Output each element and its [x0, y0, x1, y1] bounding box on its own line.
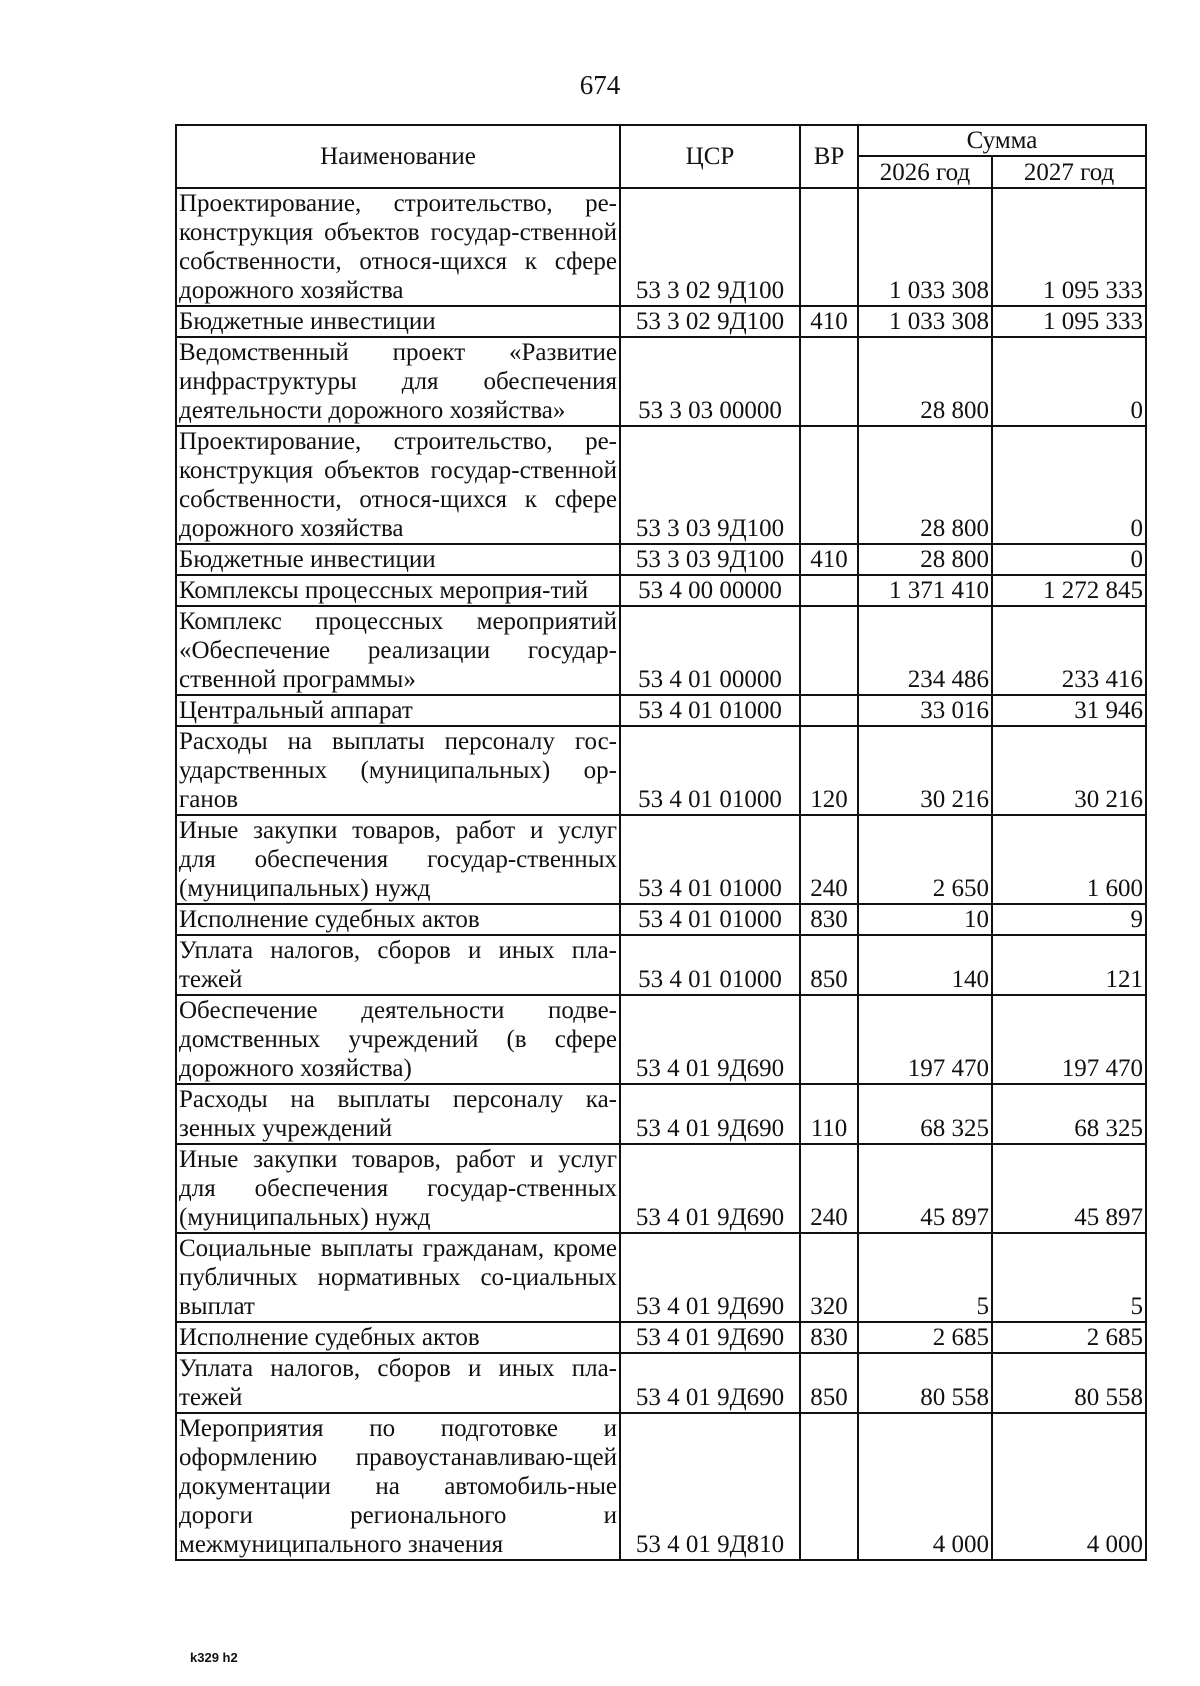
row-vr-cell: 110: [800, 1084, 858, 1144]
row-name-cell: Иные закупки товаров, работ и услуг для обеспечения государ-ственных (муниципальных) нужд: [176, 815, 620, 904]
row-2026-cell: 197 470: [858, 995, 992, 1084]
row-csr-cell: 53 4 01 9Д690: [620, 995, 800, 1084]
table-row: [176, 575, 1146, 606]
row-csr-cell: 53 4 01 9Д690: [620, 1233, 800, 1322]
header-sum: Сумма: [858, 125, 1146, 156]
row-csr-cell: 53 4 01 00000: [620, 606, 800, 695]
row-vr-cell: 850: [800, 1353, 858, 1413]
row-vr-cell: 240: [800, 1144, 858, 1233]
row-2027-cell: 68 325: [992, 1084, 1146, 1144]
row-name-cell: Комплексы процессных мероприя-тий: [176, 575, 620, 606]
table-row: [176, 1233, 1146, 1322]
row-vr-cell: [800, 606, 858, 695]
row-vr-cell: [800, 426, 858, 544]
row-csr-cell: 53 3 03 9Д100: [620, 426, 800, 544]
table-row: [176, 1413, 1146, 1560]
row-vr-cell: 410: [800, 306, 858, 337]
row-name-cell: Бюджетные инвестиции: [176, 544, 620, 575]
table-row: [176, 544, 1146, 575]
row-2026-cell: 28 800: [858, 426, 992, 544]
row-csr-cell: 53 4 01 9Д690: [620, 1084, 800, 1144]
row-vr-cell: [800, 1413, 858, 1560]
row-name-cell: Расходы на выплаты персоналу гос-ударственных (муниципальных) ор-ганов: [176, 726, 620, 815]
row-name-cell: Исполнение судебных актов: [176, 1322, 620, 1353]
row-2027-cell: 1 095 333: [992, 306, 1146, 337]
row-2026-cell: 5: [858, 1233, 992, 1322]
row-name-cell: Мероприятия по подготовке и оформлению правоустанавливаю-щей документации на автомобиль-ные дороги регионального и межмуниципального значения: [176, 1413, 620, 1560]
row-2026-cell: 2 650: [858, 815, 992, 904]
row-2026-cell: 234 486: [858, 606, 992, 695]
header-year-2026: 2026 год: [858, 156, 992, 188]
table-row: [176, 337, 1146, 426]
header-vr: ВР: [800, 125, 858, 188]
row-2026-cell: 28 800: [858, 544, 992, 575]
row-csr-cell: 53 4 00 00000: [620, 575, 800, 606]
row-vr-cell: 240: [800, 815, 858, 904]
row-vr-cell: 410: [800, 544, 858, 575]
table-row: [176, 995, 1146, 1084]
table-row: [176, 606, 1146, 695]
table-row: [176, 815, 1146, 904]
row-2027-cell: 0: [992, 426, 1146, 544]
row-csr-cell: 53 4 01 01000: [620, 695, 800, 726]
row-name-cell: Центральный аппарат: [176, 695, 620, 726]
table-body: [176, 188, 1146, 1560]
row-csr-cell: 53 3 03 9Д100: [620, 544, 800, 575]
row-name-cell: Уплата налогов, сборов и иных пла-тежей: [176, 1353, 620, 1413]
row-csr-cell: 53 4 01 01000: [620, 815, 800, 904]
row-name-cell: Комплекс процессных мероприятий «Обеспечение реализации государ-ственной программы»: [176, 606, 620, 695]
row-2026-cell: 1 033 308: [858, 306, 992, 337]
row-name-cell: Ведомственный проект «Развитие инфраструктуры для обеспечения деятельности дорожного хозяйства»: [176, 337, 620, 426]
row-csr-cell: 53 3 02 9Д100: [620, 188, 800, 306]
row-2026-cell: 2 685: [858, 1322, 992, 1353]
table-row: [176, 1144, 1146, 1233]
row-2027-cell: 121: [992, 935, 1146, 995]
row-2027-cell: 45 897: [992, 1144, 1146, 1233]
row-2027-cell: 197 470: [992, 995, 1146, 1084]
row-name-cell: Расходы на выплаты персоналу ка-зенных учреждений: [176, 1084, 620, 1144]
header-csr: ЦСР: [620, 125, 800, 188]
row-csr-cell: 53 4 01 01000: [620, 726, 800, 815]
row-name-cell: Бюджетные инвестиции: [176, 306, 620, 337]
table-row: [176, 426, 1146, 544]
row-2027-cell: 9: [992, 904, 1146, 935]
row-2026-cell: 10: [858, 904, 992, 935]
row-name-cell: Проектирование, строительство, ре-конструкция объектов государ-ственной собственности, относя-щихся к сфере дорожного хозяйства: [176, 188, 620, 306]
header-name: Наименование: [176, 125, 620, 188]
row-2026-cell: 68 325: [858, 1084, 992, 1144]
row-2027-cell: 4 000: [992, 1413, 1146, 1560]
row-2026-cell: 45 897: [858, 1144, 992, 1233]
header-year-2027: 2027 год: [992, 156, 1146, 188]
table-row: [176, 1084, 1146, 1144]
row-2027-cell: 80 558: [992, 1353, 1146, 1413]
row-csr-cell: 53 4 01 9Д690: [620, 1322, 800, 1353]
row-vr-cell: [800, 695, 858, 726]
row-2027-cell: 30 216: [992, 726, 1146, 815]
row-2026-cell: 4 000: [858, 1413, 992, 1560]
row-2026-cell: 1 371 410: [858, 575, 992, 606]
table-row: [176, 935, 1146, 995]
row-2026-cell: 1 033 308: [858, 188, 992, 306]
row-name-cell: Исполнение судебных актов: [176, 904, 620, 935]
row-2027-cell: 5: [992, 1233, 1146, 1322]
table-row: [176, 726, 1146, 815]
row-2027-cell: 1 095 333: [992, 188, 1146, 306]
row-2026-cell: 28 800: [858, 337, 992, 426]
row-csr-cell: 53 4 01 9Д690: [620, 1353, 800, 1413]
table-row: [176, 1322, 1146, 1353]
row-name-cell: Иные закупки товаров, работ и услуг для обеспечения государ-ственных (муниципальных) нужд: [176, 1144, 620, 1233]
row-csr-cell: 53 4 01 01000: [620, 935, 800, 995]
table-row: [176, 904, 1146, 935]
row-csr-cell: 53 3 03 00000: [620, 337, 800, 426]
row-vr-cell: 830: [800, 904, 858, 935]
row-2026-cell: 140: [858, 935, 992, 995]
footer-code: k329 h2: [190, 1650, 238, 1665]
row-vr-cell: 830: [800, 1322, 858, 1353]
row-vr-cell: [800, 337, 858, 426]
row-name-cell: Обеспечение деятельности подве-домственных учреждений (в сфере дорожного хозяйства): [176, 995, 620, 1084]
table-row: [176, 1353, 1146, 1413]
row-csr-cell: 53 4 01 9Д690: [620, 1144, 800, 1233]
row-name-cell: Проектирование, строительство, ре-конструкция объектов государ-ственной собственности, относя-щихся к сфере дорожного хозяйства: [176, 426, 620, 544]
row-vr-cell: 120: [800, 726, 858, 815]
row-csr-cell: 53 3 02 9Д100: [620, 306, 800, 337]
row-vr-cell: 850: [800, 935, 858, 995]
budget-table: [175, 124, 1147, 1561]
row-csr-cell: 53 4 01 01000: [620, 904, 800, 935]
row-2026-cell: 80 558: [858, 1353, 992, 1413]
row-2027-cell: 233 416: [992, 606, 1146, 695]
table-row: [176, 695, 1146, 726]
row-2027-cell: 0: [992, 337, 1146, 426]
row-2027-cell: 31 946: [992, 695, 1146, 726]
table-row: [176, 306, 1146, 337]
row-2027-cell: 0: [992, 544, 1146, 575]
page-number: 674: [579, 70, 621, 100]
table-row: [176, 188, 1146, 306]
row-vr-cell: [800, 188, 858, 306]
row-2027-cell: 1 600: [992, 815, 1146, 904]
row-2026-cell: 33 016: [858, 695, 992, 726]
row-name-cell: Уплата налогов, сборов и иных пла-тежей: [176, 935, 620, 995]
row-2027-cell: 2 685: [992, 1322, 1146, 1353]
row-vr-cell: [800, 575, 858, 606]
row-vr-cell: [800, 995, 858, 1084]
row-name-cell: Социальные выплаты гражданам, кроме публичных нормативных со-циальных выплат: [176, 1233, 620, 1322]
row-vr-cell: 320: [800, 1233, 858, 1322]
row-csr-cell: 53 4 01 9Д810: [620, 1413, 800, 1560]
row-2027-cell: 1 272 845: [992, 575, 1146, 606]
row-2026-cell: 30 216: [858, 726, 992, 815]
